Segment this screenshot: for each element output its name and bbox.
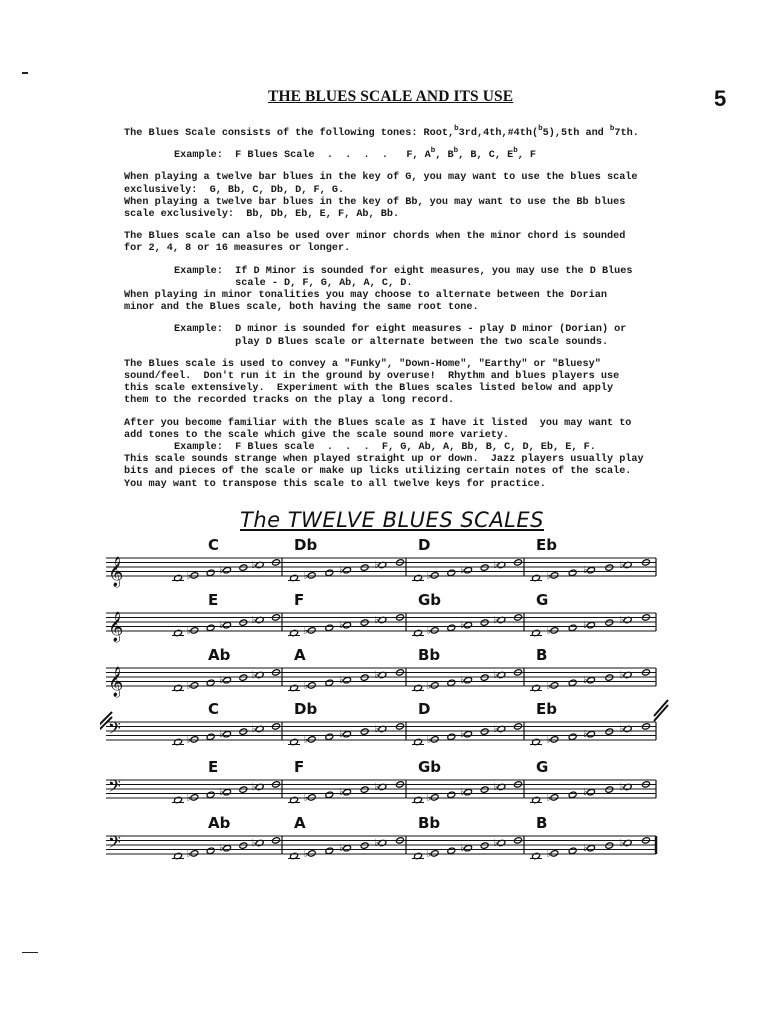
whole-note	[568, 569, 577, 576]
whole-note	[587, 844, 596, 851]
whole-note	[223, 788, 232, 795]
whole-note	[360, 619, 369, 626]
whole-note	[550, 572, 559, 579]
accidental-flat-icon: ♭	[493, 838, 499, 849]
accidental-flat-icon: ♭	[303, 734, 309, 746]
scale-key-label: A	[294, 814, 306, 832]
whole-note	[190, 794, 199, 801]
accidental-flat-icon: ♭	[619, 782, 625, 793]
scale-key-label: B	[536, 814, 548, 832]
whole-note	[223, 566, 232, 573]
whole-note	[447, 569, 456, 576]
whole-note	[430, 794, 439, 801]
whole-note	[550, 794, 559, 801]
whole-note	[239, 786, 248, 793]
whole-note	[587, 566, 596, 573]
whole-note	[605, 728, 614, 735]
scan-mark-top	[22, 72, 28, 74]
accidental-flat-icon: ♭	[186, 625, 192, 637]
whole-note	[587, 788, 596, 795]
scale-key-label: Ab	[208, 814, 231, 832]
whole-note	[325, 733, 334, 740]
accidental-flat-icon: ♭	[339, 729, 344, 741]
bass-clef-icon: 𝄢	[108, 832, 121, 856]
whole-note	[223, 676, 232, 683]
whole-note	[464, 566, 473, 573]
whole-note	[447, 791, 456, 798]
paragraph-twelve-bar: When playing a twelve bar blues in the key of G, you may want to use the blues scale exclusively: G, Bb, C, Db, D, F, G. When playing a twelve bar blues in the key of Bb, you may want to use the Bb blues scale exclusively: Bb, Db, Eb, E, F, Ab, Bb.	[124, 172, 638, 221]
accidental-flat-icon: ♭	[546, 625, 552, 637]
accidental-flat-icon: ♭	[583, 675, 588, 687]
accidental-flat-icon: ♭	[219, 565, 224, 577]
accidental-flat-icon: ♭	[546, 734, 552, 746]
whole-note	[550, 850, 559, 857]
paragraph-practice: This scale sounds strange when played straight up or down. Jazz players usually play bits and pieces of the scale or make up licks utilizing certain notes of the scale. You may want to transpose this scale to all twelve keys for practice.	[124, 454, 644, 490]
accidental-flat-icon: ♭	[303, 570, 309, 582]
scale-key-label: D	[418, 700, 431, 718]
whole-note	[568, 733, 577, 740]
paragraph-minor-tonalities: When playing in minor tonalities you may choose to alternate between the Dorian minor and the Blues scale, both having the same root tone.	[124, 290, 607, 314]
accidental-flat-icon: ♭	[619, 724, 625, 735]
whole-note	[360, 564, 369, 571]
accidental-flat-icon: ♭	[219, 729, 224, 741]
accidental-flat-icon: ♭	[251, 838, 257, 849]
accidental-flat-icon: ♭	[303, 680, 309, 692]
whole-note	[605, 674, 614, 681]
whole-note	[605, 619, 614, 626]
page-number: 5	[714, 86, 727, 111]
accidental-flat-icon: ♭	[303, 792, 309, 804]
whole-note	[447, 624, 456, 631]
accidental-flat-icon: ♭	[583, 565, 588, 577]
accidental-flat-icon: ♭	[460, 787, 465, 799]
whole-note	[343, 788, 352, 795]
whole-note	[568, 679, 577, 686]
whole-note	[343, 566, 352, 573]
bass-clef-icon: 𝄢	[108, 718, 121, 742]
whole-note	[325, 569, 334, 576]
whole-note	[239, 842, 248, 849]
accidental-flat-icon: ♭	[374, 560, 380, 571]
whole-note	[480, 619, 489, 626]
whole-note	[239, 674, 248, 681]
scale-key-label: D	[418, 536, 431, 554]
whole-note	[206, 847, 215, 854]
accidental-flat-icon: ♭	[493, 670, 499, 681]
accidental-flat-icon: ♭	[186, 848, 192, 860]
accidental-flat-icon: ♭	[493, 724, 499, 735]
accidental-flat-icon: ♭	[251, 615, 257, 626]
example-dorian: Example: D minor is sounded for eight measures - play D minor (Dorian) or play D Blues scale or alternate between the two scale sounds.	[174, 324, 627, 348]
whole-note	[568, 847, 577, 854]
accidental-flat-icon: ♭	[339, 620, 344, 632]
whole-note	[360, 728, 369, 735]
whole-note	[568, 791, 577, 798]
whole-note	[206, 569, 215, 576]
accidental-flat-icon: ♭	[374, 838, 380, 849]
accidental-flat-icon: ♭	[460, 620, 465, 632]
whole-note	[239, 728, 248, 735]
whole-note	[343, 844, 352, 851]
accidental-flat-icon: ♭	[493, 615, 499, 626]
whole-note	[190, 572, 199, 579]
accidental-flat-icon: ♭	[186, 792, 192, 804]
scale-key-label: Bb	[418, 646, 441, 664]
accidental-flat-icon: ♭	[339, 787, 344, 799]
scale-key-label: Bb	[418, 814, 441, 832]
whole-note	[447, 679, 456, 686]
whole-note	[360, 674, 369, 681]
accidental-flat-icon: ♭	[619, 670, 625, 681]
accidental-flat-icon: ♭	[426, 570, 432, 582]
whole-note	[568, 624, 577, 631]
treble-clef-icon: 𝄞	[108, 667, 124, 697]
whole-note	[190, 682, 199, 689]
scale-key-label: Eb	[536, 700, 557, 718]
whole-note	[360, 786, 369, 793]
whole-note	[480, 564, 489, 571]
whole-note	[480, 728, 489, 735]
whole-note	[464, 844, 473, 851]
scale-key-label: B	[536, 646, 548, 664]
treble-clef-icon: 𝄞	[108, 612, 124, 642]
scale-key-label: Ab	[208, 646, 231, 664]
whole-note	[190, 850, 199, 857]
accidental-flat-icon: ♭	[426, 680, 432, 692]
example-f-blues: Example: F Blues Scale . . . . F, $A^b$, $B^b$, B, C, $E^b$, F	[174, 147, 537, 162]
accidental-flat-icon: ♭	[251, 724, 257, 735]
accidental-flat-icon: ♭	[619, 615, 625, 626]
accidental-flat-icon: ♭	[339, 565, 344, 577]
accidental-flat-icon: ♭	[219, 843, 224, 855]
whole-note	[447, 733, 456, 740]
whole-note	[223, 730, 232, 737]
accidental-flat-icon: ♭	[303, 625, 309, 637]
scale-key-label: F	[294, 758, 305, 776]
whole-note	[190, 627, 199, 634]
accidental-flat-icon: ♭	[251, 782, 257, 793]
whole-note	[190, 736, 199, 743]
whole-note	[464, 788, 473, 795]
accidental-flat-icon: ♭	[219, 620, 224, 632]
whole-note	[307, 627, 316, 634]
scale-key-label: Db	[294, 700, 318, 718]
whole-note	[430, 627, 439, 634]
accidental-flat-icon: ♭	[460, 675, 465, 687]
accidental-flat-icon: ♭	[374, 615, 380, 626]
accidental-flat-icon: ♭	[339, 843, 344, 855]
whole-note	[307, 572, 316, 579]
accidental-flat-icon: ♭	[251, 560, 257, 571]
accidental-flat-icon: ♭	[219, 787, 224, 799]
whole-note	[480, 786, 489, 793]
whole-note	[206, 733, 215, 740]
accidental-flat-icon: ♭	[583, 729, 588, 741]
whole-note	[206, 624, 215, 631]
paragraph-funky: The Blues scale is used to convey a "Funky", "Down-Home", "Earthy" or "Bluesy" sound/feel. Don't run it in the ground by overuse! Rhythm and blues players use this scale extensively. Experiment with the Blues scales listed below and apply them to the recorded tracks on the play a long record.	[124, 358, 620, 407]
whole-note	[223, 621, 232, 628]
scale-key-label: G	[536, 591, 549, 609]
accidental-flat-icon: ♭	[546, 792, 552, 804]
whole-note	[325, 679, 334, 686]
whole-note	[587, 676, 596, 683]
whole-note	[360, 842, 369, 849]
whole-note	[587, 730, 596, 737]
scale-key-label: Gb	[418, 758, 442, 776]
whole-note	[480, 674, 489, 681]
whole-note	[550, 736, 559, 743]
accidental-flat-icon: ♭	[426, 734, 432, 746]
whole-note	[307, 850, 316, 857]
scale-key-label: G	[536, 758, 549, 776]
accidental-flat-icon: ♭	[186, 570, 192, 582]
accidental-flat-icon: ♭	[374, 724, 380, 735]
whole-note	[325, 847, 334, 854]
whole-note	[307, 682, 316, 689]
whole-note	[464, 676, 473, 683]
accidental-flat-icon: ♭	[546, 570, 552, 582]
accidental-flat-icon: ♭	[426, 625, 432, 637]
accidental-flat-icon: ♭	[460, 729, 465, 741]
whole-note	[550, 627, 559, 634]
scale-key-label: A	[294, 646, 306, 664]
example-d-minor: Example: If D Minor is sounded for eight measures, you may use the D Blues scale - D, F, G, Ab, A, C, D.	[174, 265, 633, 289]
paragraph-add-tones: After you become familiar with the Blues scale as I have it listed you may want to add tones to the scale which give the scale sound more variety.	[124, 417, 632, 441]
accidental-flat-icon: ♭	[583, 620, 588, 632]
whole-note	[223, 844, 232, 851]
accidental-flat-icon: ♭	[426, 848, 432, 860]
paragraph-minor-chords: The Blues scale can also be used over minor chords when the minor chord is sounded for 2, 4, 8 or 16 measures or longer.	[124, 231, 626, 255]
whole-note	[325, 624, 334, 631]
accidental-flat-icon: ♭	[546, 848, 552, 860]
accidental-flat-icon: ♭	[546, 680, 552, 692]
scan-mark-bottom	[22, 952, 38, 953]
whole-note	[325, 791, 334, 798]
whole-note	[239, 564, 248, 571]
whole-note	[605, 842, 614, 849]
page-title: THE BLUES SCALE AND ITS USE	[268, 88, 514, 105]
scale-key-label: Eb	[536, 536, 557, 554]
accidental-flat-icon: ♭	[583, 787, 588, 799]
whole-note	[206, 791, 215, 798]
whole-note	[605, 564, 614, 571]
bass-clef-icon: 𝄢	[108, 776, 121, 800]
whole-note	[480, 842, 489, 849]
accidental-flat-icon: ♭	[619, 838, 625, 849]
paragraph-intro: The Blues Scale consists of the following tones: Root,$^b$3rd,4th,#4th($^b$5),5th and $^b$7th.	[124, 125, 639, 139]
accidental-flat-icon: ♭	[374, 782, 380, 793]
accidental-flat-icon: ♭	[493, 560, 499, 571]
accidental-flat-icon: ♭	[219, 675, 224, 687]
whole-note	[587, 621, 596, 628]
scale-key-label: F	[294, 591, 305, 609]
accidental-flat-icon: ♭	[426, 792, 432, 804]
example-extended-scale: Example: F Blues scale . . . F, G, Ab, A, Bb, B, C, D, Eb, E, F.	[174, 442, 596, 454]
accidental-flat-icon: ♭	[493, 782, 499, 793]
whole-note	[206, 679, 215, 686]
scales-heading: The TWELVE BLUES SCALES	[240, 508, 544, 532]
accidental-flat-icon: ♭	[460, 843, 465, 855]
whole-note	[464, 621, 473, 628]
scale-key-label: E	[208, 758, 219, 776]
whole-note	[447, 847, 456, 854]
accidental-flat-icon: ♭	[619, 560, 625, 571]
whole-note	[307, 736, 316, 743]
scale-key-label: C	[208, 700, 220, 718]
whole-note	[343, 676, 352, 683]
accidental-flat-icon: ♭	[460, 565, 465, 577]
whole-note	[307, 794, 316, 801]
accidental-flat-icon: ♭	[583, 843, 588, 855]
scales-notation	[100, 530, 670, 880]
accidental-flat-icon: ♭	[251, 670, 257, 681]
whole-note	[430, 850, 439, 857]
body-text	[124, 125, 704, 501]
whole-note	[430, 682, 439, 689]
scale-key-label: Gb	[418, 591, 442, 609]
accidental-flat-icon: ♭	[374, 670, 380, 681]
whole-note	[343, 730, 352, 737]
accidental-flat-icon: ♭	[303, 848, 309, 860]
scale-key-label: C	[208, 536, 220, 554]
whole-note	[430, 572, 439, 579]
whole-note	[239, 619, 248, 626]
whole-note	[605, 786, 614, 793]
whole-note	[430, 736, 439, 743]
scale-key-label: Db	[294, 536, 318, 554]
accidental-flat-icon: ♭	[186, 734, 192, 746]
whole-note	[550, 682, 559, 689]
treble-clef-icon: 𝄞	[108, 557, 124, 587]
scale-key-label: E	[208, 591, 219, 609]
accidental-flat-icon: ♭	[339, 675, 344, 687]
whole-note	[464, 730, 473, 737]
accidental-flat-icon: ♭	[186, 680, 192, 692]
whole-note	[343, 621, 352, 628]
